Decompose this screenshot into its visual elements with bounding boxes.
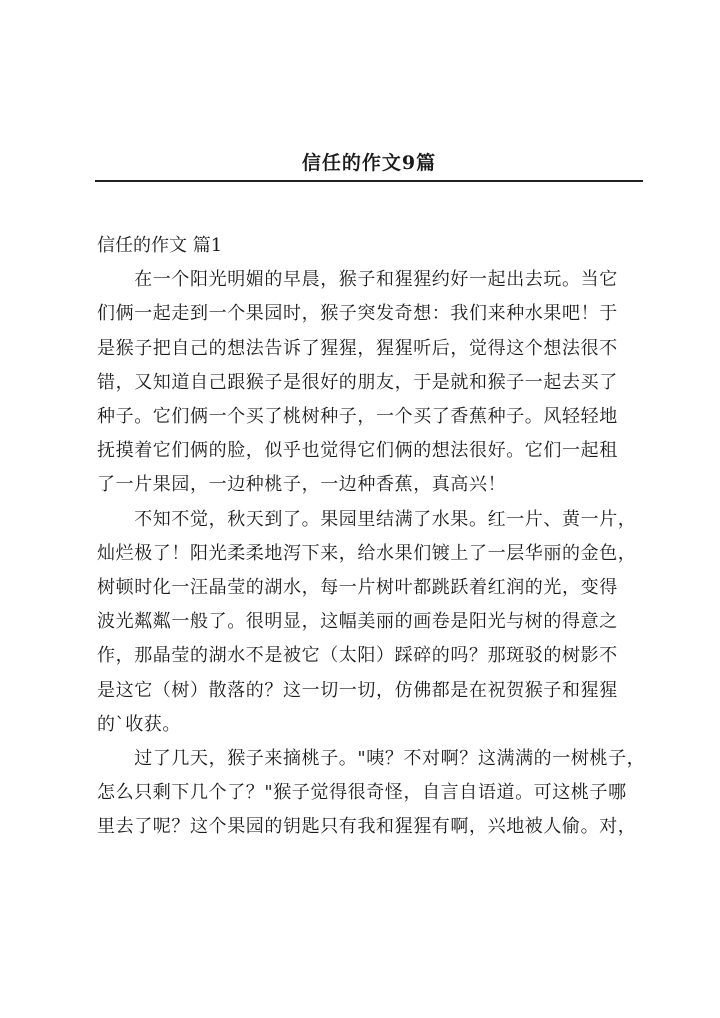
paragraph-line: 错，又知道自己跟猴子是很好的朋友，于是就和猴子一起去买了 [97, 371, 618, 393]
paragraph-line: 不知不觉，秋天到了。果园里结满了水果。红一片、黄一片， [97, 508, 637, 530]
section-heading: 信任的作文 篇1 [97, 235, 223, 256]
paragraph-3 [97, 742, 645, 845]
paragraph-line: 是这它（树）散落的？这一切一切，仿佛都是在祝贺猴子和猩猩 [97, 679, 618, 701]
document-body [97, 229, 645, 845]
title-divider [95, 180, 643, 182]
paragraph-line: 了一片果园，一边种桃子，一边种香蕉，真高兴！ [97, 474, 507, 496]
paragraph-line: 在一个阳光明媚的早晨，猴子和猩猩约好一起出去玩。当它 [97, 269, 618, 291]
paragraph-line: 波光粼粼一般了。很明显，这幅美丽的画卷是阳光与树的得意之 [97, 611, 618, 633]
paragraph-line: 树顿时化一汪晶莹的湖水，每一片树叶都跳跃着红润的光，变得 [97, 577, 618, 599]
paragraph-line: 们俩一起走到一个果园时，猴子突发奇想：我们来种水果吧！于 [97, 303, 618, 325]
paragraph-line: 是猴子把自己的想法告诉了猩猩，猩猩听后，觉得这个想法很不 [97, 337, 618, 359]
paragraph-line: 里去了呢？这个果园的钥匙只有我和猩猩有啊，兴地被人偷。对， [97, 816, 637, 838]
paragraph-line: 灿烂极了！阳光柔柔地泻下来，给水果们镀上了一层华丽的金色， [97, 542, 637, 564]
paragraph-line: 过了几天，猴子来摘桃子。"咦？不对啊？这满满的一树桃子， [97, 748, 646, 770]
paragraph-line: 种子。它们俩一个买了桃树种子，一个买了香蕉种子。风轻轻地 [97, 406, 618, 428]
paragraph-line: 怎么只剩下几个了？"猴子觉得很奇怪，自言自语道。可这桃子哪 [97, 782, 627, 804]
document-title: 信任的作文9篇 [301, 152, 437, 174]
paragraph-line: 的`收获。 [97, 713, 181, 735]
paragraph-2 [97, 503, 645, 742]
paragraph-line: 抚摸着它们俩的脸，似乎也觉得它们俩的想法很好。它们一起租 [97, 440, 618, 462]
paragraph-1 [97, 263, 645, 502]
paragraph-line: 作，那晶莹的湖水不是被它（太阳）踩碎的吗？那斑驳的树影不 [97, 645, 618, 667]
